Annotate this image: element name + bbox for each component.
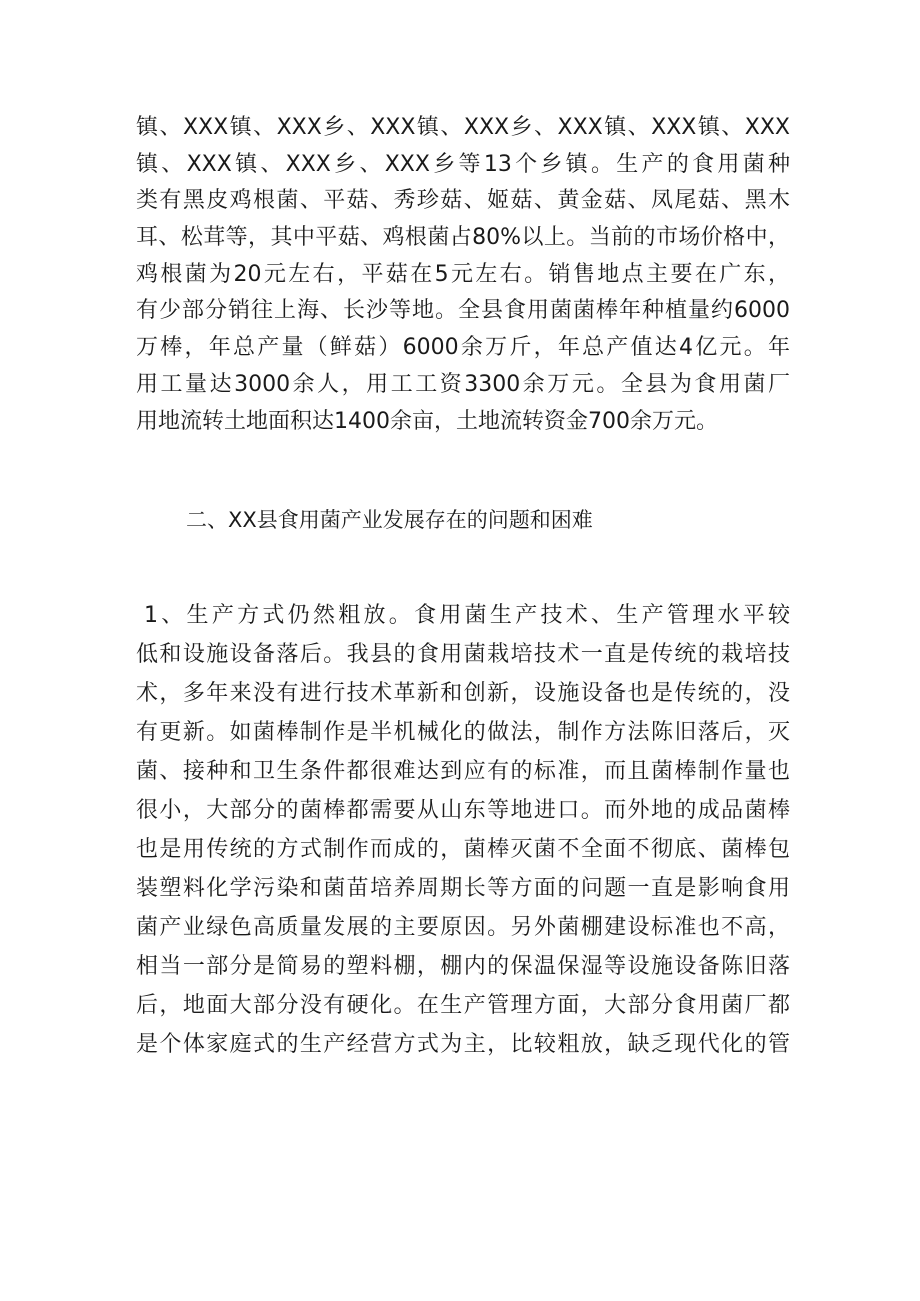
text-line: 菌、接种和卫生条件都很难达到应有的标准，而且菌棒制作量也 <box>136 759 790 784</box>
text-line: 镇、XXX镇、XXX乡、XXX乡等13个乡镇。生产的食用菌种 <box>136 151 790 177</box>
text-line: 有更新。如菌棒制作是半机械化的做法，制作方法陈旧落后，灭 <box>136 720 790 745</box>
problem-paragraph <box>136 596 790 1064</box>
text-line: 装塑料化学污染和菌苗培养周期长等方面的问题一直是影响食用 <box>136 876 790 901</box>
text-line: 术，多年来没有进行技术革新和创新，设施设备也是传统的，没 <box>136 681 790 706</box>
text-line: 用地流转土地面积达1400余亩，土地流转资金700余万元。 <box>136 408 718 434</box>
text-line: 相当一部分是简易的塑料棚，棚内的保温保湿等设施设备陈旧落 <box>136 954 790 979</box>
text-line: 菌产业绿色高质量发展的主要原因。另外菌棚建设标准也不高， <box>136 915 790 940</box>
text-line: 也是用传统的方式制作而成的，菌棒灭菌不全面不彻底、菌棒包 <box>136 837 790 862</box>
text-line: 很小，大部分的菌棒都需要从山东等地进口。而外地的成品菌棒 <box>136 798 790 823</box>
text-line: 鸡根菌为20元左右，平菇在5元左右。销售地点主要在广东， <box>136 261 790 287</box>
text-line: 有少部分销往上海、长沙等地。全县食用菌菌棒年种植量约6000 <box>136 298 790 324</box>
heading-text: 二、XX县食用菌产业发展存在的问题和困难 <box>186 508 593 532</box>
text-line: 类有黑皮鸡根菌、平菇、秀珍菇、姬菇、黄金菇、凤尾菇、黑木 <box>136 188 790 214</box>
text-line: 是个体家庭式的生产经营方式为主，比较粗放，缺乏现代化的管 <box>136 1032 790 1057</box>
text-line: 1、生产方式仍然粗放。食用菌生产技术、生产管理水平较 <box>144 603 790 628</box>
section-heading <box>186 503 746 537</box>
text-line: 耳、松茸等，其中平菇、鸡根菌占80%以上。当前的市场价格中， <box>136 225 790 251</box>
text-line: 镇、XXX镇、XXX乡、XXX镇、XXX乡、XXX镇、XXX镇、XXX <box>136 115 790 140</box>
text-line: 用工量达3000余人，用工工资3300余万元。全县为食用菌厂 <box>136 371 790 397</box>
intro-paragraph <box>136 110 790 440</box>
text-line: 万棒，年总产量（鲜菇）6000余万斤，年总产值达4亿元。年 <box>136 335 790 361</box>
text-line: 低和设施设备落后。我县的食用菌栽培技术一直是传统的栽培技 <box>136 642 790 667</box>
text-line: 后，地面大部分没有硬化。在生产管理方面，大部分食用菌厂都 <box>136 993 790 1018</box>
